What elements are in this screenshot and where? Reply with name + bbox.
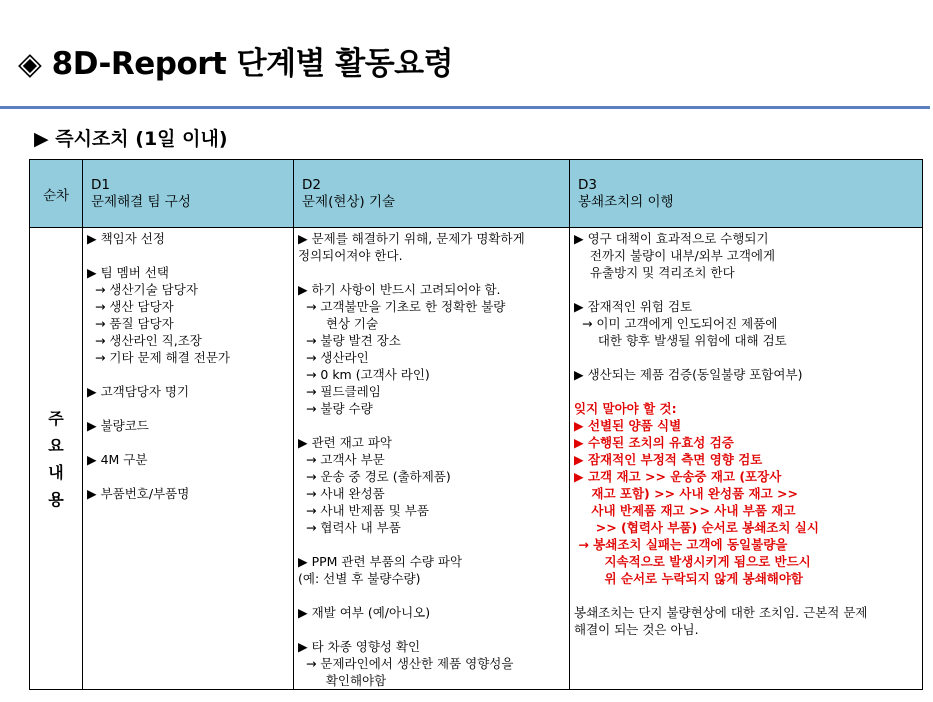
header-d1-name: 문제해결 팀 구성 xyxy=(91,193,191,210)
d1-content-cell xyxy=(83,228,294,690)
d3-line: ▶ 생산되는 제품 검증(동일불량 포함여부) xyxy=(574,367,803,382)
d3-line: 사내 반제품 재고 >> 사내 부품 재고 xyxy=(574,503,796,518)
d2-line: → 사내 완성품 xyxy=(298,486,385,501)
d2-line: → 고객사 부문 xyxy=(298,452,385,467)
d3-line: 전까지 불량이 내부/외부 고객에게 xyxy=(574,248,776,263)
line-spacer xyxy=(574,587,918,604)
line-spacer xyxy=(298,587,565,604)
d3-content-cell xyxy=(570,228,923,690)
row-label-main-content xyxy=(30,228,83,690)
line-spacer xyxy=(298,264,565,281)
d2-line: ▶ 문제를 해결하기 위해, 문제가 명확하게 xyxy=(298,231,525,246)
d3-line: 잊지 말아야 할 것: xyxy=(574,401,677,416)
row-label-char: 주 xyxy=(48,408,64,428)
line-spacer xyxy=(574,281,918,298)
d3-line: 봉쇄조치는 단지 불량현상에 대한 조치임. 근본적 문제 xyxy=(574,605,868,620)
d1-line: ▶ 책임자 선정 xyxy=(87,231,165,246)
d2-line: → 생산라인 xyxy=(298,350,369,365)
d3-line: ▶ 영구 대책이 효과적으로 수행되기 xyxy=(574,231,769,246)
header-d3 xyxy=(570,160,923,228)
d2-line: ▶ 하기 사항이 반드시 고려되어야 함. xyxy=(298,282,501,297)
d2-line: ▶ 재발 여부 (예/아니오) xyxy=(298,605,431,620)
d1-line: ▶ 고객담당자 명기 xyxy=(87,384,190,399)
d2-line: → 고객불만을 기초로 한 정확한 불량 xyxy=(298,299,506,314)
d1-line: ▶ 불량코드 xyxy=(87,418,149,433)
d3-content-list xyxy=(570,228,922,638)
header-d2 xyxy=(294,160,570,228)
d2-content-list xyxy=(294,228,569,689)
d1-line: → 생산라인 직,조장 xyxy=(87,333,202,348)
section-subtitle: ▶ 즉시조치 (1일 이내) xyxy=(34,128,228,150)
d2-line: (예: 선별 후 불량수량) xyxy=(298,571,421,586)
line-spacer xyxy=(87,400,289,417)
d2-content-cell xyxy=(294,228,570,690)
d2-line: → 운송 중 경로 (출하제품) xyxy=(298,469,451,484)
d3-line: → 이미 고객에게 인도되어진 제품에 xyxy=(574,316,778,331)
d3-line: >> (협력사 부품) 순서로 봉쇄조치 실시 xyxy=(574,520,819,535)
row-label-char: 용 xyxy=(48,489,64,509)
d2-line: → 문제라인에서 생산한 제품 영향성을 xyxy=(298,656,514,671)
line-spacer xyxy=(574,383,918,400)
d1-line: → 생산 담당자 xyxy=(87,299,174,314)
d3-line: ▶ 수행된 조치의 유효성 검증 xyxy=(574,435,734,450)
d3-line: 지속적으로 발생시키게 됨으로 반드시 xyxy=(574,554,811,569)
d3-line: 위 순서로 누락되지 않게 봉쇄해야함 xyxy=(574,571,803,586)
d1-content-list xyxy=(83,228,293,502)
d2-line: → 불량 발견 장소 xyxy=(298,333,401,348)
d2-line: ▶ PPM 관련 부품의 수량 파악 xyxy=(298,554,463,569)
d1-line: ▶ 팀 멤버 선택 xyxy=(87,265,169,280)
line-spacer xyxy=(298,621,565,638)
line-spacer xyxy=(87,366,289,383)
d2-line: ▶ 관련 재고 파악 xyxy=(298,435,392,450)
d2-line: → 협력사 내 부품 xyxy=(298,520,401,535)
d3-line: 유출방지 및 격리조치 한다 xyxy=(574,265,735,280)
d3-line: ▶ 잠재적인 위험 검토 xyxy=(574,299,693,314)
d3-line: ▶ 고객 재고 >> 운송중 재고 (포장사 xyxy=(574,469,782,484)
line-spacer xyxy=(298,417,565,434)
activity-table xyxy=(29,159,923,690)
line-spacer xyxy=(87,247,289,264)
d2-line: → 사내 반제품 및 부품 xyxy=(298,503,429,518)
header-d2-name: 문제(현상) 기술 xyxy=(302,193,396,210)
d2-line: 확인해야함 xyxy=(298,673,387,688)
title-divider xyxy=(0,106,930,109)
table-header-row xyxy=(30,160,923,228)
row-label-char: 요 xyxy=(48,435,64,455)
header-d1-code: D1 xyxy=(91,176,110,193)
d3-line: ▶ 잠재적인 부정적 측면 영향 검토 xyxy=(574,452,763,467)
header-d1 xyxy=(83,160,294,228)
line-spacer xyxy=(87,434,289,451)
line-spacer xyxy=(87,468,289,485)
d2-line: → 0 km (고객사 라인) xyxy=(298,367,430,382)
d3-line: 대한 향후 발생될 위험에 대해 검토 xyxy=(574,333,787,348)
header-seq-label: 순차 xyxy=(42,187,70,204)
line-spacer xyxy=(298,536,565,553)
d3-line: 해결이 되는 것은 아님. xyxy=(574,622,699,637)
d2-line: ▶ 타 차종 영향성 확인 xyxy=(298,639,421,654)
header-d2-code: D2 xyxy=(302,176,321,193)
d1-line: ▶ 부품번호/부품명 xyxy=(87,486,190,501)
d2-line: → 필드클레임 xyxy=(298,384,381,399)
header-d3-code: D3 xyxy=(578,176,597,193)
d2-line: → 불량 수량 xyxy=(298,401,373,416)
d1-line: ▶ 4M 구분 xyxy=(87,452,148,467)
line-spacer xyxy=(574,349,918,366)
d3-line: ▶ 선별된 양품 식별 xyxy=(574,418,682,433)
page-title: ◈ 8D-Report 단계별 활동요령 xyxy=(18,46,454,82)
header-seq xyxy=(30,160,83,228)
table-content-row xyxy=(30,228,923,690)
d2-line: 현상 기술 xyxy=(298,316,379,331)
d1-line: → 품질 담당자 xyxy=(87,316,174,331)
d2-line: 정의되어져야 한다. xyxy=(298,248,403,263)
d1-line: → 생산기술 담당자 xyxy=(87,282,198,297)
d3-line: → 봉쇄조치 실패는 고객에 동일불량을 xyxy=(574,537,788,552)
d3-line: 재고 포함) >> 사내 완성품 재고 >> xyxy=(574,486,798,501)
d1-line: → 기타 문제 해결 전문가 xyxy=(87,350,230,365)
row-label-char: 내 xyxy=(48,462,64,482)
header-d3-name: 봉쇄조치의 이행 xyxy=(578,193,674,210)
